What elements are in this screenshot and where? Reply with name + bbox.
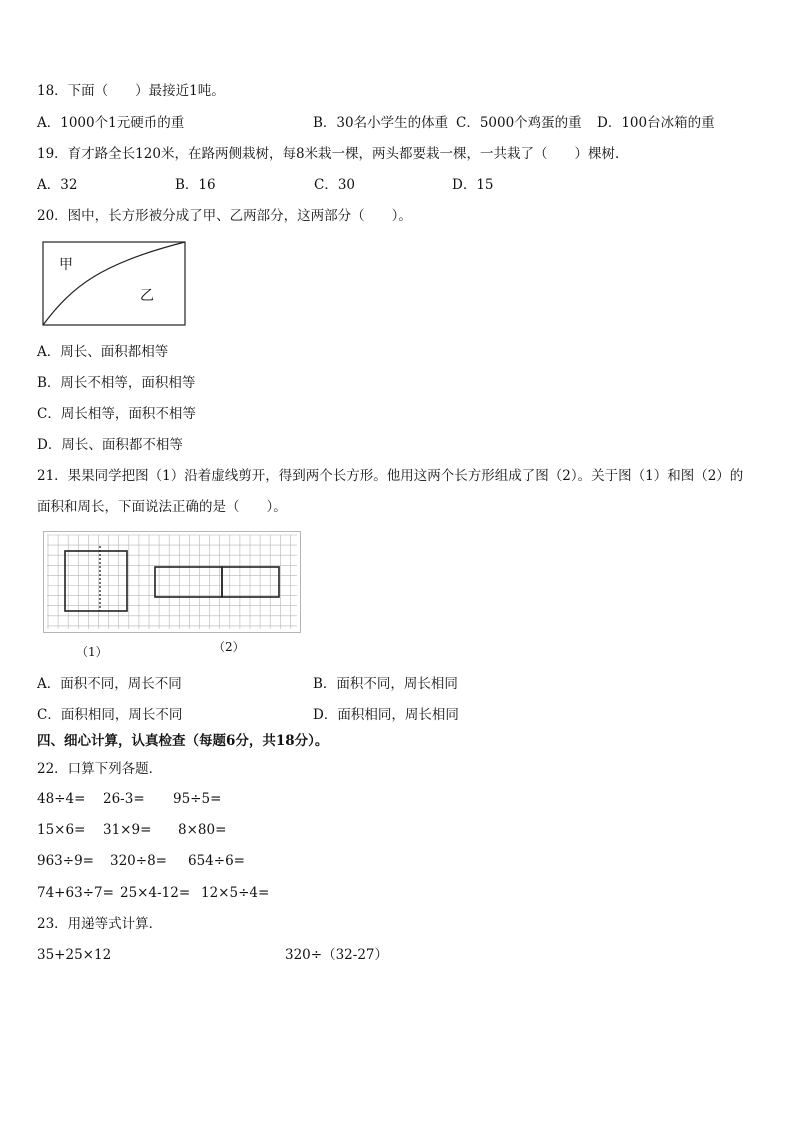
q22-item: 15×6= xyxy=(37,822,86,838)
q22-item: 320÷8= xyxy=(110,853,167,869)
q21-option-d[interactable]: D．面积相同，周长相同 xyxy=(313,707,459,723)
q22-item: 74+63÷7= xyxy=(37,885,114,901)
q19-option-b[interactable]: B．16 xyxy=(175,177,216,193)
q18-stem: 18．下面（ ）最接近1吨。 xyxy=(37,83,225,99)
q20-option-a[interactable]: A．周长、面积都相等 xyxy=(37,344,169,360)
q22-item: 31×9= xyxy=(103,822,152,838)
q18-option-a[interactable]: A．1000个1元硬币的重 xyxy=(37,115,185,131)
q20-option-c[interactable]: C．周长相等，面积不相等 xyxy=(37,406,196,422)
q21-option-a[interactable]: A．面积不同，周长不同 xyxy=(37,676,182,692)
q18-option-d[interactable]: D．100台冰箱的重 xyxy=(597,115,715,131)
q21-stem-line1: 21．果果同学把图（1）沿着虚线剪开，得到两个长方形。他用这两个长方形组成了图（2）。关于图（1）和图（2）的 xyxy=(37,468,744,484)
q19-option-a[interactable]: A．32 xyxy=(37,177,78,193)
q18-option-b[interactable]: B．30名小学生的体重 xyxy=(313,115,449,131)
section4-heading: 四、细心计算，认真检查（每题6分，共18分）。 xyxy=(37,733,329,749)
q21-stem-line2: 面积和周长，下面说法正确的是（ ）。 xyxy=(37,499,287,515)
q22-item: 95÷5= xyxy=(173,791,222,807)
q21-figure1-square xyxy=(65,551,127,611)
q22-stem: 22．口算下列各题． xyxy=(37,761,163,777)
q21-option-b[interactable]: B．面积不同，周长相同 xyxy=(313,676,458,692)
q22-item: 963÷9= xyxy=(37,853,94,869)
q22-item: 12×5÷4= xyxy=(201,885,270,901)
q20-option-b[interactable]: B．周长不相等，面积相等 xyxy=(37,375,196,391)
q21-figure2-label: （2） xyxy=(213,640,245,654)
q21-figure1-label: （1） xyxy=(76,645,108,659)
q22-item: 8×80= xyxy=(178,822,227,838)
q22-item: 25×4-12= xyxy=(120,885,191,901)
q21-grid-figure xyxy=(43,531,301,633)
q23-expression-2: 320÷（32-27） xyxy=(285,947,388,963)
q18-option-c[interactable]: C．5000个鸡蛋的重 xyxy=(456,115,582,131)
q20-label-jia: 甲 xyxy=(59,257,73,273)
q23-expression-1: 35+25×12 xyxy=(37,947,112,963)
q20-label-yi: 乙 xyxy=(140,288,154,304)
q20-dividing-curve xyxy=(43,242,185,325)
q21-grid-lines xyxy=(47,535,301,629)
q22-item: 48÷4= xyxy=(37,791,86,807)
q19-option-d[interactable]: D．15 xyxy=(452,177,494,193)
q23-stem: 23．用递等式计算． xyxy=(37,916,163,932)
q21-figure2-rect-left xyxy=(155,567,222,597)
q20-rectangle-outline xyxy=(43,242,185,325)
q22-item: 26-3= xyxy=(103,791,145,807)
q20-option-d[interactable]: D．周长、面积都不相等 xyxy=(37,437,183,453)
q22-item: 654÷6= xyxy=(188,853,245,869)
q19-option-c[interactable]: C．30 xyxy=(314,177,356,193)
q21-option-c[interactable]: C．面积相同，周长不同 xyxy=(37,707,183,723)
q21-grid-border xyxy=(44,532,301,633)
q20-stem: 20．图中，长方形被分成了甲、乙两部分，这两部分（ ）。 xyxy=(37,208,412,224)
q19-stem: 19．育才路全长120米，在路两侧栽树，每8米栽一棵，两头都要栽一棵，一共栽了（ ）棵树． xyxy=(37,146,629,162)
q20-rectangle-figure xyxy=(42,241,187,327)
